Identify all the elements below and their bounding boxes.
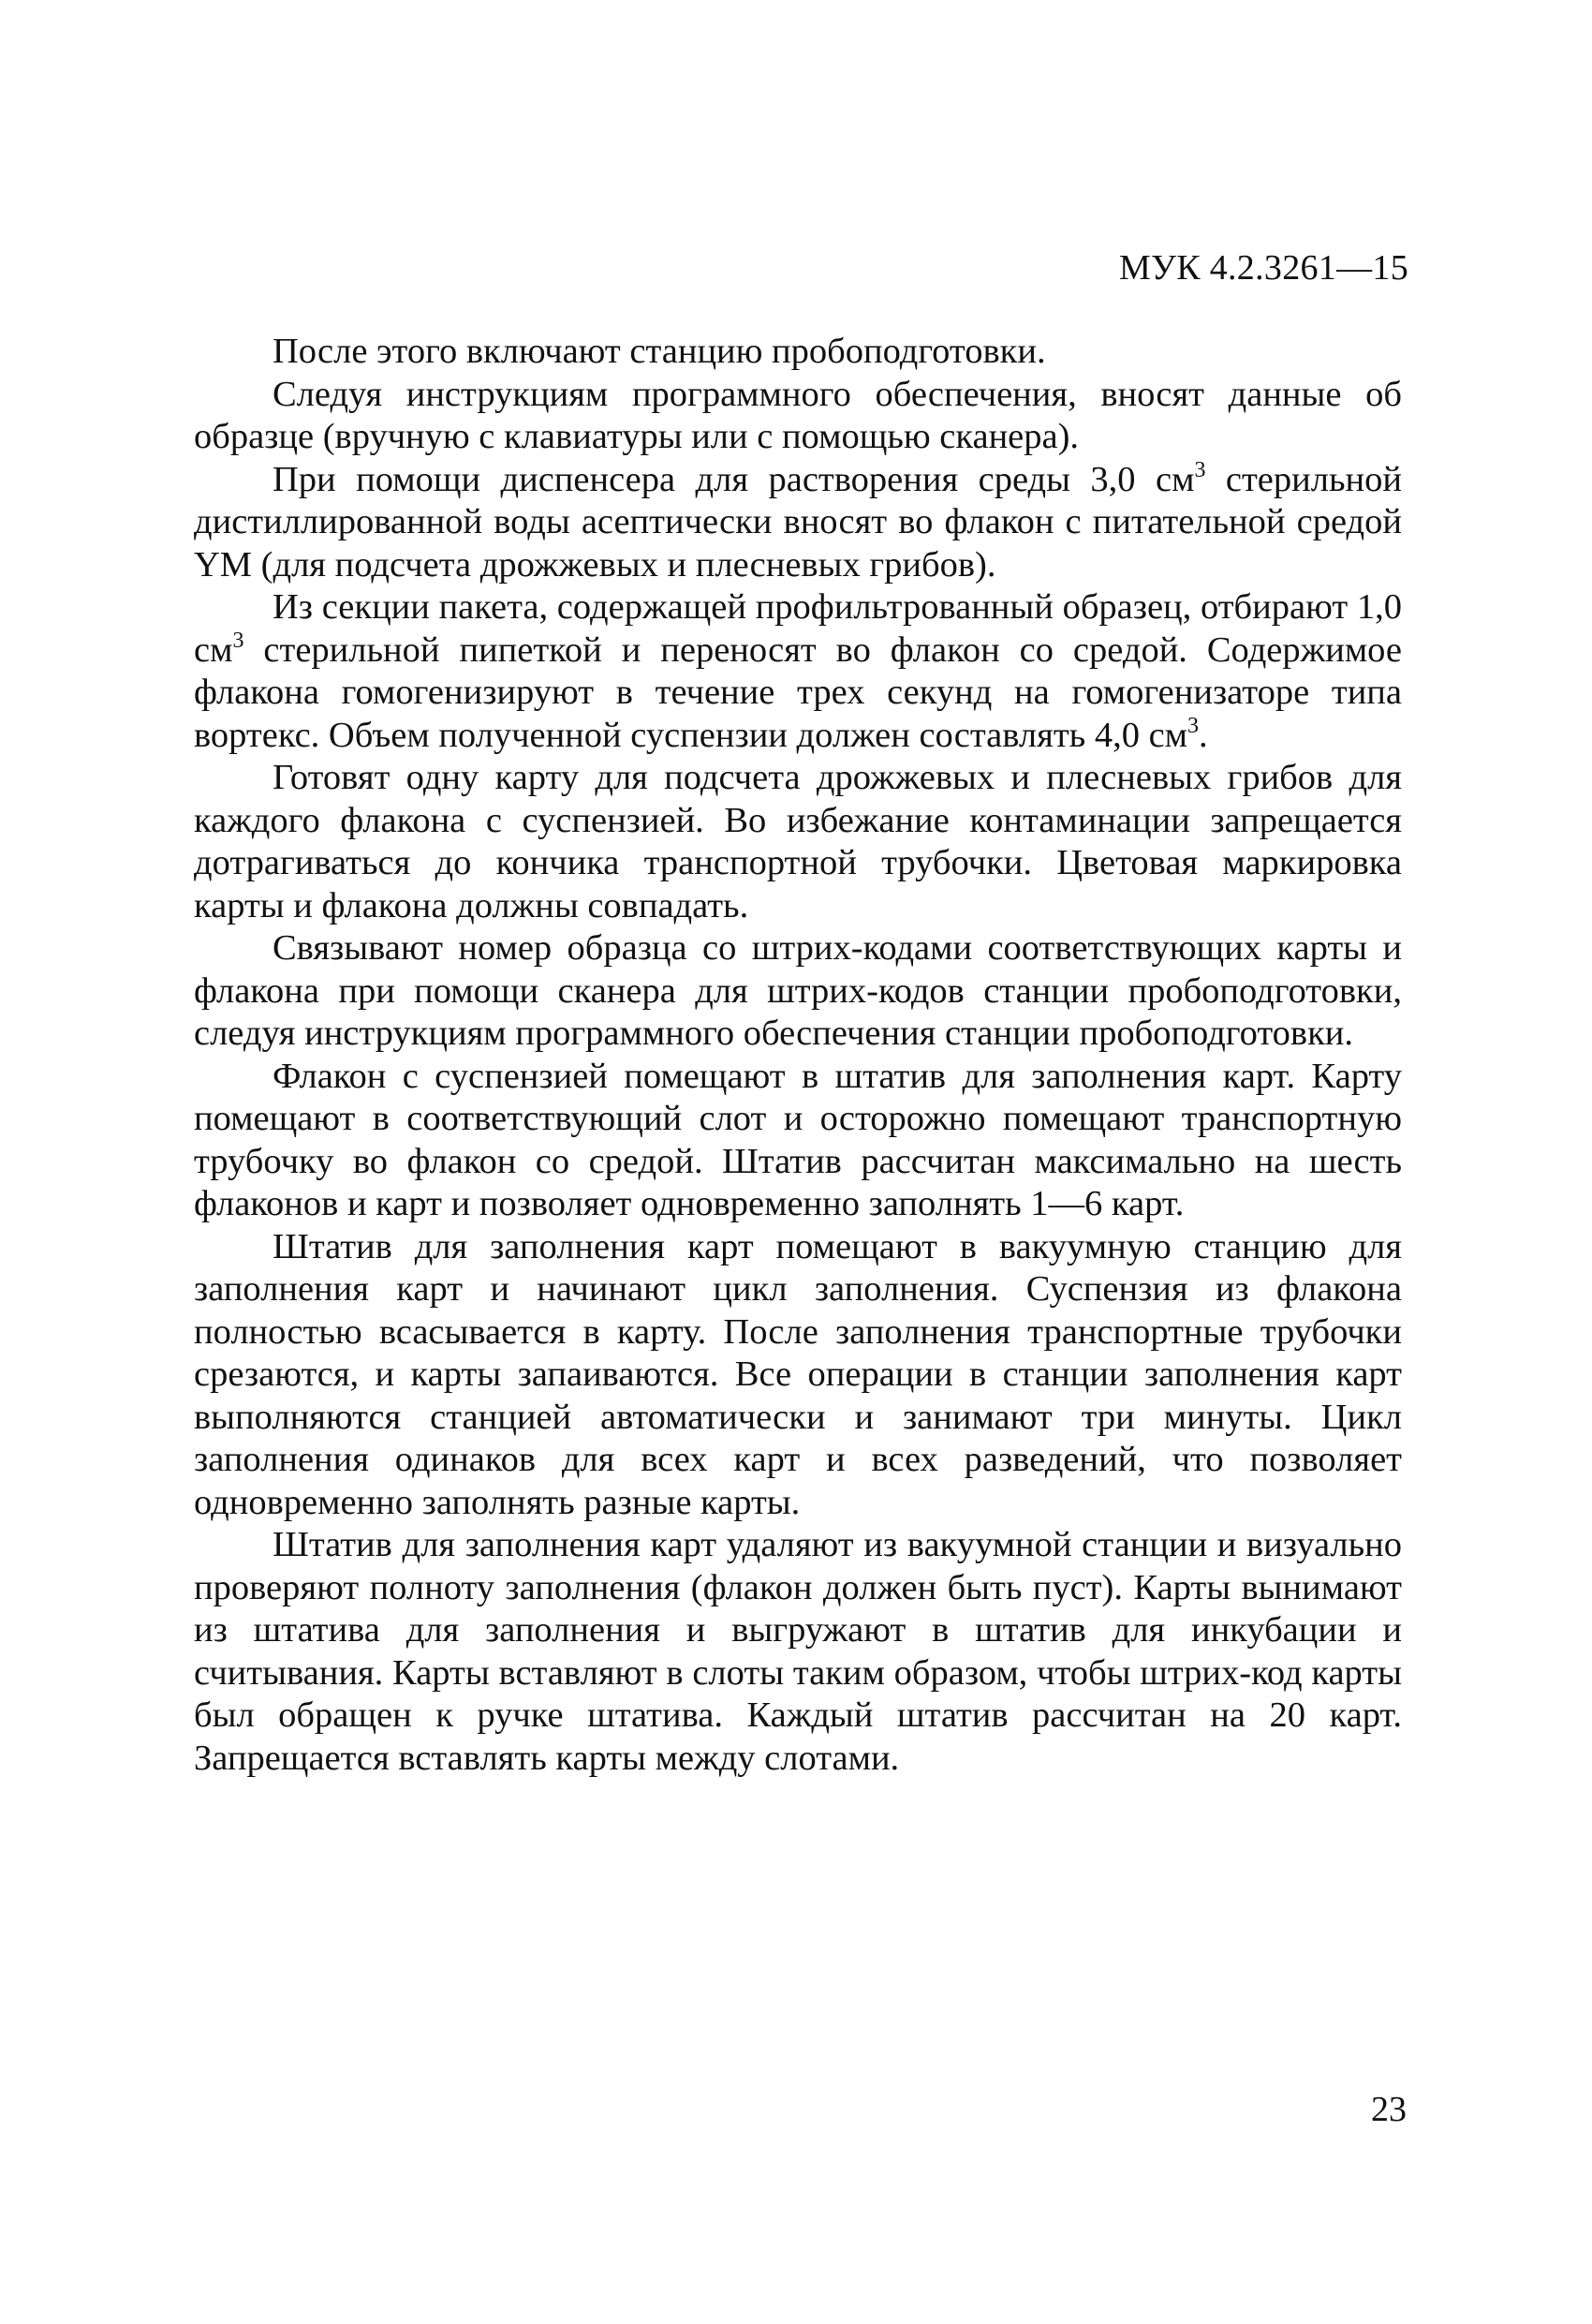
- paragraph: Штатив для заполнения карт удаляют из вакуумной станции и визуально проверяют полноту заполнения (флакон должен быть пуст). Карты вынимают из штатива для заполнения и выгружают в штатив для инкубации и считывания. Карты вставляют в слоты таким образом, чтобы штрих-код карты был обращен к ручке штатива. Каждый штатив рассчитан на 20 карт. Запрещается вставлять карты между слотами.: [194, 1525, 1402, 1778]
- superscript: 3: [1194, 457, 1206, 482]
- paragraph-text: .: [1199, 715, 1208, 755]
- document-code: МУК 4.2.3261—15: [1118, 248, 1408, 288]
- paragraph: [194, 459, 1402, 587]
- paragraph-text: Из секции пакета, содержащей профильтрованный образец, отбирают 1,0 см: [194, 587, 1402, 670]
- paragraph: После этого включают станцию пробоподготовки.: [273, 332, 1046, 371]
- paragraph-text: стерильной дистиллированной воды асептически вносят во флакон с питательной средой YM (для подсчета дрожжевых и плесневых грибов).: [194, 459, 1402, 585]
- page-number: 23: [1371, 2090, 1407, 2129]
- body-text: [194, 331, 1402, 1780]
- paragraph-text: стерильной пипеткой и переносят во флакон со средой. Содержимое флакона гомогенизируют в течение трех секунд на гомогенизаторе типа вортекс. Объем полученной суспензии должен составлять 4,0 см: [194, 629, 1402, 755]
- paragraph: Штатив для заполнения карт помещают в вакуумную станцию для заполнения карт и начинают цикл заполнения. Суспензия из флакона полностью всасывается в карту. После заполнения транспортные трубочки срезаются, и карты запаиваются. Все операции в станции заполнения карт выполняются станцией автоматически и занимают три минуты. Цикл заполнения одинаков для всех карт и всех разведений, что позволяет одновременно заполнять разные карты.: [194, 1226, 1402, 1522]
- paragraph: [194, 586, 1402, 757]
- paragraph: Флакон с суспензией помещают в штатив для заполнения карт. Карту помещают в соответствующий слот и осторожно помещают транспортную трубочку во флакон со средой. Штатив рассчитан максимально на шесть флаконов и карт и позволяет одновременно заполнять 1—6 карт.: [194, 1056, 1402, 1223]
- paragraph-text: При помощи диспенсера для растворения среды 3,0 см: [273, 459, 1195, 499]
- paragraph: Связывают номер образца со штрих-кодами соответствующих карты и флакона при помощи сканера для штрих-кодов станции пробоподготовки, следуя инструкциям программного обеспечения станции пробоподготовки.: [194, 928, 1402, 1053]
- superscript: 3: [1187, 713, 1200, 738]
- paragraph: Следуя инструкциям программного обеспечения, вносят данные об образце (вручную с клавиатуры или с помощью сканера).: [194, 374, 1402, 456]
- superscript: 3: [232, 628, 244, 653]
- paragraph: Готовят одну карту для подсчета дрожжевых и плесневых грибов для каждого флакона с суспензией. Во избежание контаминации запрещается дотрагиваться до кончика транспортной трубочки. Цветовая маркировка карты и флакона должны совпадать.: [194, 758, 1402, 925]
